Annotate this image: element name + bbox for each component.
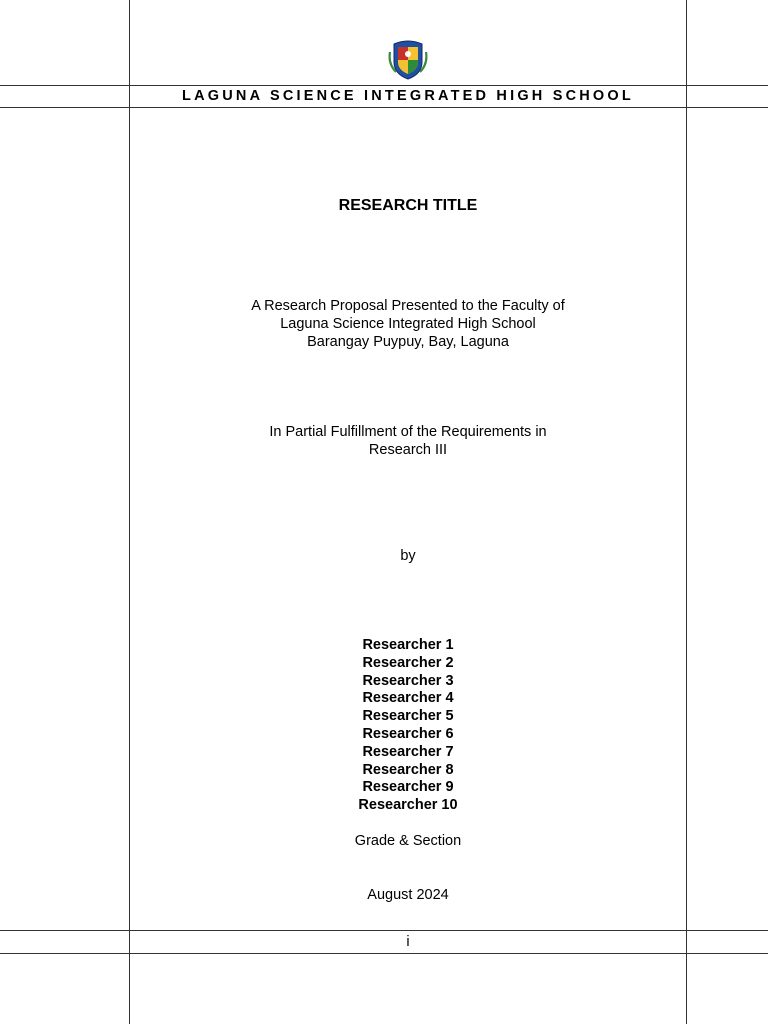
research-title: RESEARCH TITLE [338,197,478,214]
researcher-name: Researcher 6 [362,725,454,742]
researcher-name: Researcher 4 [362,690,454,707]
fulfillment-statement [130,424,686,460]
proposal-statement [130,298,686,351]
page-number: i [406,934,410,950]
researcher-name: Researcher 5 [362,708,454,725]
left-margin-line [129,0,130,1024]
researcher-name: Researcher 3 [362,672,454,689]
fulfillment-line: Research III [368,441,448,458]
proposal-line: Barangay Puypuy, Bay, Laguna [307,333,509,350]
grade-section: Grade & Section [354,833,462,849]
researcher-list [130,637,686,815]
school-seal-icon [388,38,428,80]
footer-bottom-line [0,953,768,954]
by-label: by [400,548,416,564]
footer-top-line [0,930,768,931]
researcher-name: Researcher 9 [362,779,454,796]
researcher-name: Researcher 1 [362,637,454,653]
header-bottom-line [0,107,768,108]
researcher-name: Researcher 10 [358,797,458,814]
proposal-line: Laguna Science Integrated High School [280,315,536,332]
fulfillment-line: In Partial Fulfillment of the Requirements in [269,424,547,440]
right-margin-line [686,0,687,1024]
researcher-name: Researcher 8 [362,761,454,778]
researcher-name: Researcher 2 [362,654,454,671]
submission-date: August 2024 [367,887,449,903]
proposal-line: A Research Proposal Presented to the Faculty of [251,298,565,314]
school-name: LAGUNA SCIENCE INTEGRATED HIGH SCHOOL [182,88,634,104]
researcher-name: Researcher 7 [362,743,454,760]
